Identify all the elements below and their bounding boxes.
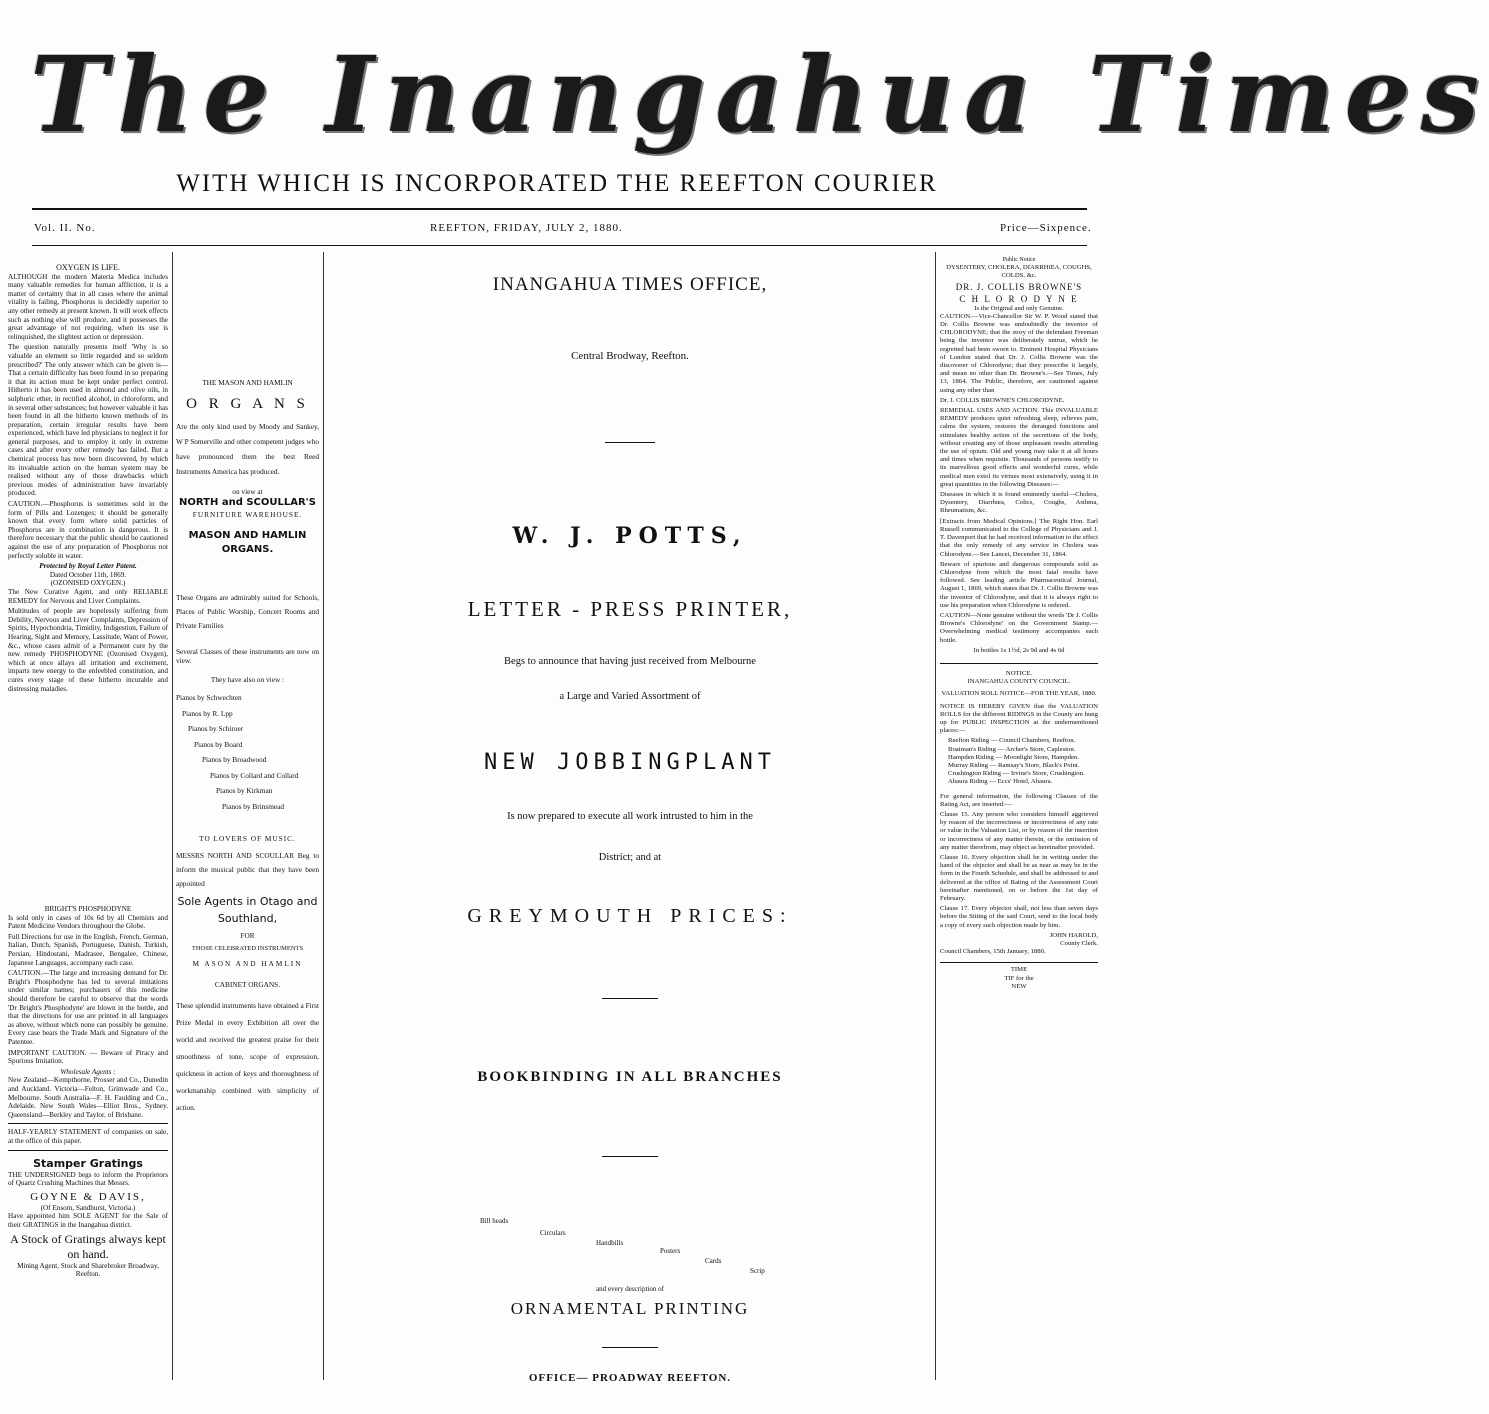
celebrated-instruments: THOSE CELEBRATED INSTRUMENTS xyxy=(191,945,304,952)
patent-date: Dated October 11th, 1869. xyxy=(49,570,127,579)
item-bill-heads: Bill heads xyxy=(480,1217,509,1225)
masthead-subtitle: WITH WHICH IS INCORPORATED THE REEFTON COURIER xyxy=(176,170,938,197)
organs-sub-heading: ORGANS. xyxy=(221,544,274,555)
signature-date: Council Chambers, 15th January, 1880. xyxy=(940,948,1046,956)
north-scoullar: NORTH and SCOULLAR'S xyxy=(179,497,316,508)
clause-17: Clause 17. Every objector shall, not less than seven days before the Sitting of the said Court, send to the local body a copy of every such objection made by him. xyxy=(940,905,1098,929)
signature-title: County Clerk. xyxy=(1060,940,1098,948)
beware-spurious: Beware of spurious and dangerous compounds sold as Chlorodyne from which the most fatal results have followed. See leading article Pharmaceutical Journal, August 1, 1869, which states that Dr. J. Collis Browne was the inventor of Chlorodyne, and that it is always right to use his preparation when Chlorodyne is ordered. xyxy=(940,560,1098,609)
column-rule xyxy=(323,252,324,1380)
new-jobbing-plant: NEW JOBBINGPLANT xyxy=(484,750,776,775)
volume-number: Vol. II. No. xyxy=(34,222,96,234)
office-footer: OFFICE— PROADWAY REEFTON. xyxy=(528,1372,732,1384)
pianos-list xyxy=(176,690,319,814)
organs-heading: O R G A N S xyxy=(186,396,309,412)
column-rule xyxy=(935,252,936,1380)
piano-item: Pianos by Schwechten xyxy=(176,693,242,702)
oxygen-para-1: ALTHOUGH the modern Materia Medica includes many valuable remedies for human affliction, it is a matter of certainty that in all cases where the animal vitality is failing, Phosphorus is decidedly superior to any other remedy at present known. It will work effects such as nothing else will produce, and it possesses the great advantage of not requiring, when its use is relinquished, the slightest action or depression. xyxy=(8,272,168,341)
patent-line: Protected by Royal Letter Patent. xyxy=(39,562,137,571)
splendid-instruments: These splendid instruments have obtained a First Prize Medal in every Exhibition all over the world and received the greatest praise for their smoothness of tone, scope of expression, quickness in action of keys and thoroughness of workmanship combined with simplicity of action. xyxy=(176,1001,319,1112)
times-office: INANGAHUA TIMES OFFICE, xyxy=(492,274,768,295)
oxygen-para-2: The question naturally presents itself 'Why is so valuable an element so little regarded and so seldom prescribed?' The only answer which can be given is—That a certain difficulty has been found in so preparing it that its action must be kept under perfect control. Hitherto it has been used in almond and olive oils, in sulphuric ether, in rectified alcohol, in chloroform, and in several other substances; but however valuable it has been found in all the hitherto known methods of its preparation, certain irregular results have been experienced, which have led physicians to neglect it for general purposes, and to employ it only in extreme cases and after every other remedy has failed. But a chemical process has now been discovered, by which its invaluable action on the human system may be realised without any of those drawbacks which previous modes of administration have invariably produced. xyxy=(8,343,168,498)
original-genuine: Is the Original and only Genuine. xyxy=(974,304,1064,312)
column-oxygen xyxy=(8,264,168,1279)
item-circulars: Circulars xyxy=(540,1229,566,1237)
prepared-to-execute: Is now prepared to execute all work intrusted to him in the xyxy=(507,811,753,822)
mason-hamlin-line: THE MASON AND HAMLIN xyxy=(202,378,293,387)
medical-opinions: [Extracts from Medical Opinions.] The Right Hon. Earl Russell communicated to the College of Physicians and J. T. Davenport that he had received information to the effect that the only remedy of any service in Cholera was Chlorodyne.—See Lancet, December 31, 1864. xyxy=(940,517,1098,558)
diseases: Diseases in which it is found eminently useful—Cholera, Dysentery, Diarrhœa, Colics, Coughs, Asthma, Rheumatism, &c. xyxy=(940,491,1098,515)
piano-item: Pianos by Board xyxy=(194,739,243,749)
bookbinding: BOOKBINDING IN ALL BRANCHES xyxy=(477,1069,783,1085)
dateline-rule xyxy=(32,245,1087,246)
chlorodyne-heading: C H L O R O D Y N E xyxy=(959,293,1079,304)
cabinet-organs: CABINET ORGANS. xyxy=(214,980,281,989)
organs-desc: Are the only kind used by Moody and Sankey, W P Somerville and other competent judges who have pronounced them the best Reed Instruments America has produced. xyxy=(176,422,319,476)
divider xyxy=(602,1156,658,1157)
north-scoullar-beg: MESSRS NORTH AND SCOULLAR Beg to inform the musical public that they have been appointed xyxy=(176,851,319,888)
new-line: NEW xyxy=(1011,982,1027,990)
riding-item: Boatman's Riding — Archer's Store, Capleston. xyxy=(948,745,1076,753)
half-yearly: HALF-YEARLY STATEMENT of companies on sale, at the office of this paper. xyxy=(8,1128,168,1145)
greymouth-prices: GREYMOUTH PRICES: xyxy=(467,905,793,927)
clause-15: Clause 15. Any person who considers himself aggrieved by reason of the incorrectness or incorrectness of any rate or value in the Valuation List, or by reason of the insertion or incorrectness of any matter therein, or the omission of any matter therefrom, may object as hereinafter provided. xyxy=(940,810,1098,851)
masthead-title: The Inangahua Times xyxy=(30,33,1489,156)
general-information: For general information, the following Clauses of the Rating Act, are inserted:— xyxy=(940,792,1098,808)
mason-hamlin-cabinet: M ASON AND HAMLIN xyxy=(192,959,303,968)
column-chlorodyne xyxy=(940,256,1098,991)
chlorodyne-caution: CAUTION.—Vice-Chancellor Sir W. P. Wood stated that Dr. Collis Browne was undoubtedly the inventor of CHLORODYNE; that the story of the defendant Freeman being the inventor was deliberately untrue, which he regretted had been sworn to. Eminent Hospital Physicians of London stated that Dr. J. Collis Browne was the discoverer of Chlorodyne; that they prescribe it largely, and mean no other than Dr. Browne's.—See Times, July 13, 1864. The Public, therefore, are cautioned against using any other than xyxy=(940,312,1098,394)
ridings-list xyxy=(940,737,1098,786)
for-line: FOR xyxy=(240,931,255,940)
collis-browne: DR. J. COLLIS BROWNE'S xyxy=(955,281,1083,292)
divider xyxy=(602,1347,658,1348)
agents-heading: Wholesale Agents : xyxy=(60,1067,116,1076)
potts-name: W. J. POTTS, xyxy=(512,523,748,549)
goyne-davis: GOYNE & DAVIS, xyxy=(30,1190,146,1203)
on-view-at: on view at xyxy=(232,487,263,496)
also-on-view: They have also on view : xyxy=(210,675,285,684)
valuation-roll: VALUATION ROLL NOTICE—FOR THE YEAR, 1880. xyxy=(941,690,1097,698)
important-caution: IMPORTANT CAUTION. — Beware of Piracy and Spurious Imitation. xyxy=(8,1048,168,1066)
riding-item: Ahaura Riding — Eccs' Hotel, Ahaura. xyxy=(948,778,1053,786)
mason-hamlin-heading: MASON AND HAMLIN xyxy=(188,530,307,541)
stamper-heading: Stamper Gratings xyxy=(33,1156,143,1170)
curative-agent: The New Curative Agent, and only RELIABLE REMEDY for Nervous and Liver Complaints. xyxy=(8,587,168,605)
sole-agent: Have appointed him SOLE AGENT for the Sale of their GRATINGS in the Inangahua district. xyxy=(8,1212,168,1229)
piano-item: Pianos by R. Lpp xyxy=(182,708,233,718)
brights-directions: Full Directions for use in the English, French, German, Italian, Dutch, Spanish, Portuguese, Danish, Turkish, Persian, Hindostani, Madrasee, Bengalee, Chinese, Japanese Languages, accompany each case. xyxy=(8,932,168,967)
brights-sold: Is sold only in cases of 10s 6d by all Chemists and Patent Medicine Vendors throughout the Globe. xyxy=(8,913,168,931)
notice-heading: NOTICE. xyxy=(1005,669,1033,677)
piano-item: Pianos by Broadwood xyxy=(202,755,267,764)
time-heading: TIME xyxy=(1010,966,1028,974)
notice-given: NOTICE IS HEREBY GIVEN that the VALUATION ROLLS for the different RIDINGS in the County are hung up for PUBLIC INSPECTION at the undermentioned places:— xyxy=(940,702,1098,735)
dysentery-heading: DYSENTERY, CHOLERA, DIARRHŒA, COUGHS, COLDS, &c. xyxy=(946,264,1092,280)
furniture-warehouse: FURNITURE WAREHOUSE. xyxy=(192,510,303,519)
riding-item: Murray Riding — Ramsay's Store, Black's Point. xyxy=(948,761,1080,769)
every-description: and every description of xyxy=(596,1285,664,1293)
ornamental-printing: ORNAMENTAL PRINTING xyxy=(510,1299,750,1318)
piano-item: Pianos by Brinsmead xyxy=(222,801,285,811)
collis-browne-chlorodyne: Dr. J. COLLIS BROWNE'S CHLORODYNE. xyxy=(940,396,1065,404)
clause-16: Clause 16. Every objection shall be in writing under the hand of the objector and shall be as near as may be in the form in the Fourth Schedule, and shall be addressed to and delivered at the office of Rating of the Assessment Court hereinafter mentioned, on or before the 1st day of February. xyxy=(940,854,1098,903)
riding-item: Reefton Riding — Council Chambers, Reefton. xyxy=(948,737,1076,745)
lovers-of-music: TO LOVERS OF MUSIC. xyxy=(199,834,296,843)
stock-gratings: A Stock of Gratings always kept on hand. xyxy=(10,1231,166,1261)
divider xyxy=(605,442,655,443)
divider xyxy=(602,998,658,999)
bottle-prices: In bottles 1s 1½d, 2s 9d and 4s 6d xyxy=(973,646,1065,654)
multitudes-para: Multitudes of people are hopelessly suffering from Debility, Nervous and Liver Complaints, Depression of Spirits, Hypochondria, Timidity, Indigestion, Failure of Hearing, Sight and Memory, Lassitude, Want of Power, &c., whose cases admit of a Permanent cure by the new remedy PHOSPHODYNE (Ozonised Oxygen), which at once allays all irritation and excitement, imparts new energy to the enfeebled constitution, and cures every stage of these hitherto incurable and distressing maladies. xyxy=(8,607,168,693)
organs-suited: These Organs are admirably suited for Schools, Places of Public Worship, Concert Rooms and Private Families xyxy=(176,593,319,630)
stamper-para: THE UNDERSIGNED begs to inform the Proprietors of Quartz Crushing Machines that Messrs. xyxy=(8,1170,168,1188)
price: Price—Sixpence. xyxy=(1000,222,1092,234)
office-address: Central Brodway, Reefton. xyxy=(571,350,689,362)
item-cards: Cards xyxy=(705,1257,722,1265)
public-notice: Public Notice xyxy=(1002,257,1036,263)
tif-line: TIF for the xyxy=(1004,974,1034,982)
item-posters: Posters xyxy=(660,1247,681,1255)
signature-name: JOHN HAROLD, xyxy=(1049,931,1098,939)
begs-to-announce: Begs to announce that having just received from Melbourne xyxy=(504,656,756,667)
remedial-uses: REMEDIAL USES AND ACTION. This INVALUABLE REMEDY produces quiet refreshing sleep, relieves pain, calms the system, restores the deranged functions and stimulates healthy action of the secretions of the body, without creating any of those unpleasant results attending the use of opium. Old and young may take it at all hours and times when requisite. Thousands of persons testify to its marvellous good effects and wonderful cures, while medical men extol its virtues most extensively, using it in great quantities in the following Diseases:— xyxy=(940,407,1098,488)
piano-item: Pianos by Schiroer xyxy=(188,724,244,733)
goyne-address: (Of Ensom, Sandhurst, Victoria.) xyxy=(40,1203,136,1212)
column-organs xyxy=(176,378,319,1118)
item-handbills: Handbills xyxy=(596,1239,624,1247)
item-scrip: Scrip xyxy=(750,1267,765,1275)
district-and-at: District; and at xyxy=(598,852,662,863)
place-date: REEFTON, FRIDAY, JULY 2, 1880. xyxy=(430,222,623,234)
column-rule xyxy=(172,252,173,1380)
printing-items xyxy=(330,1217,930,1299)
brights-heading: BRIGHT'S PHOSPHODYNE xyxy=(44,905,132,914)
top-rule xyxy=(32,208,1087,210)
piano-item: Pianos by Kirkman xyxy=(216,786,273,795)
brights-caution: CAUTION.—The large and increasing demand for Dr. Bright's Phosphodyne has led to several imitations under similar names; purchasers of this medicine should therefore be careful to observe that the words 'Dr Bright's Phosphodyne' are blown in the bottle, and that the directions for use are printed in all languages as above, without which none can possibly be genuine. Every case bears the Trade Mark and Signature of the Patentee. xyxy=(8,969,168,1046)
riding-item: Crushington Riding — Irvine's Store, Crushington. xyxy=(948,770,1085,778)
sole-agents-otago: Sole Agents in Otago and Southland, xyxy=(177,895,318,925)
ozonised-oxygen: (OZONISED OXYGEN.) xyxy=(50,579,126,588)
piano-item: Pianos by Collard and Collard xyxy=(210,770,299,780)
agents-list: New Zealand—Kempthorne, Prosser and Co., Dunedin and Auckland. Victoria—Felton, Grimwade and Co., Melbourne. South Australia—F. H. Faulding and Co., Adelaide. New South Wales—Elliot Bros., Sydney. Queensland—Berkley and Taylor, of Brisbane. xyxy=(8,1076,168,1119)
several-classes: Several Classes of these instruments are now on view. xyxy=(176,647,319,665)
oxygen-heading: OXYGEN IS LIFE. xyxy=(56,263,120,272)
none-genuine: CAUTION—None genuine without the words 'Dr J. Collis Browne's Chlorodyne' on the Government Stamp.—Overwhelming medical testimony accompanies each bottle. xyxy=(940,611,1098,644)
oxygen-caution: CAUTION.—Phosphorus is sometimes sold in the form of Pills and Lozenges; it should be generally known that every form where solid particles of Phosphorus are in combination is dangerous. It is therefore necessary that the public should be cautioned against the use of any preparation of Phosphorus not perfectly soluble in water. xyxy=(8,500,168,560)
mining-agent: Mining Agent, Stock and Sharebroker Broadway, Reefton. xyxy=(17,1261,159,1279)
potts-advertisement xyxy=(330,270,930,1384)
riding-item: Hampden Riding — Moonlight Store, Hampden. xyxy=(948,753,1079,761)
large-assortment: a Large and Varied Assortment of xyxy=(559,691,701,702)
county-council: INANGAHUA COUNTY COUNCIL. xyxy=(967,678,1071,686)
letter-press-printer: LETTER - PRESS PRINTER, xyxy=(467,597,793,621)
